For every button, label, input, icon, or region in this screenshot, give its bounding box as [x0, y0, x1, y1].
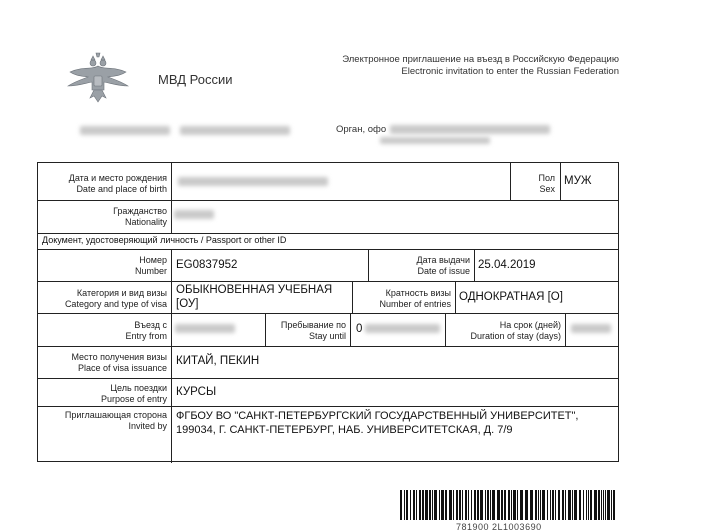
sex-label-en: Sex: [539, 184, 555, 194]
barcode-bar: [416, 490, 417, 520]
category-value-line2: [ОУ]: [176, 298, 199, 310]
visa-form: [37, 162, 619, 462]
inviting-label: [38, 410, 167, 432]
barcode-bar: [477, 490, 479, 520]
barcode-bar: [594, 490, 597, 520]
ministry-name: МВД России: [158, 72, 233, 87]
barcode-bar: [517, 490, 518, 520]
redacted-text: [390, 125, 550, 134]
barcode-bar: [429, 490, 431, 520]
number-value: EG0837952: [176, 259, 238, 271]
barcode: [400, 490, 618, 520]
category-value-line1: ОБЫКНОВЕННАЯ УЧЕБНАЯ: [176, 284, 333, 296]
issuance-label: [38, 352, 167, 374]
barcode-bar: [513, 490, 516, 520]
barcode-bar: [590, 490, 592, 520]
barcode-bar: [542, 490, 545, 520]
barcode-bar: [404, 490, 405, 520]
barcode-bar: [465, 490, 467, 520]
barcode-bar: [525, 490, 528, 520]
citizenship-label-en: Nationality: [124, 217, 167, 227]
issue-label-ru: Дата выдачи: [416, 255, 470, 265]
barcode-bar: [434, 490, 437, 520]
stay-until-value-start: 0: [356, 323, 363, 335]
barcode-bar: [425, 490, 428, 520]
stay-until-label: [265, 320, 346, 342]
barcode-number: 781900 2L1003690: [456, 522, 542, 532]
barcode-bar: [586, 490, 587, 520]
invitation-title-en: Electronic invitation to enter the Russian Federation: [401, 66, 619, 77]
barcode-bar: [487, 490, 489, 520]
number-label: [38, 255, 167, 277]
inviting-label-ru: Приглашающая сторона: [64, 410, 167, 420]
purpose-label-ru: Цель поездки: [110, 383, 167, 393]
category-label: [38, 288, 167, 310]
barcode-bar: [530, 490, 533, 520]
issuance-label-ru: Место получения визы: [71, 352, 167, 362]
stay-until-label-en: Stay until: [308, 331, 346, 341]
barcode-bar: [574, 490, 577, 520]
barcode-bar: [565, 490, 566, 520]
entries-label: [352, 288, 451, 310]
barcode-bar: [555, 490, 556, 520]
barcode-bar: [480, 490, 483, 520]
barcode-bar: [449, 490, 452, 520]
barcode-bar: [492, 490, 495, 520]
barcode-bar: [540, 490, 541, 520]
sex-label-ru: Пол: [538, 173, 555, 183]
double-headed-eagle-emblem-icon: [62, 52, 134, 108]
barcode-bar: [485, 490, 486, 520]
issue-label-en: Date of issue: [417, 266, 470, 276]
barcode-bar: [538, 490, 539, 520]
barcode-bar: [453, 490, 454, 520]
barcode-bar: [508, 490, 510, 520]
category-label-en: Category and type of visa: [64, 299, 167, 309]
document-label: Документ, удостоверяющий личность / Passport or other ID: [42, 235, 287, 245]
purpose-label: [38, 383, 167, 405]
stay-until-label-ru: Пребывание по: [280, 320, 346, 330]
barcode-bar: [501, 490, 503, 520]
barcode-bar: [572, 490, 573, 520]
dob-label: [38, 173, 167, 195]
entry-from-label-ru: Въезд с: [134, 320, 167, 330]
dob-label-en: Date and place of birth: [76, 184, 167, 194]
organ-label: Орган, офо: [336, 124, 387, 135]
barcode-bar: [613, 490, 615, 520]
issuance-label-en: Place of visa issuance: [77, 363, 167, 373]
barcode-bar: [504, 490, 506, 520]
barcode-bar: [439, 490, 440, 520]
barcode-bar: [490, 490, 491, 520]
citizenship-label: [38, 206, 167, 228]
barcode-bar: [558, 490, 560, 520]
barcode-bar: [579, 490, 581, 520]
barcode-bar: [441, 490, 444, 520]
number-label-ru: Номер: [139, 255, 167, 265]
barcode-bar: [471, 490, 472, 520]
entries-label-en: Number of entries: [379, 299, 451, 309]
barcode-bar: [419, 490, 421, 520]
barcode-bar: [550, 490, 551, 520]
barcode-bar: [400, 490, 402, 520]
number-label-en: Number: [134, 266, 167, 276]
barcode-bar: [462, 490, 463, 520]
barcode-bar: [511, 490, 512, 520]
sex-label: [510, 173, 555, 195]
duration-label-ru: На срок (дней): [499, 320, 561, 330]
barcode-bar: [413, 490, 415, 520]
barcode-bar: [456, 490, 458, 520]
barcode-bar: [406, 490, 408, 520]
dob-value-redacted: [178, 177, 328, 186]
invitation-title-ru: Электронное приглашение на въезд в Российскую Федерацию: [342, 54, 619, 65]
barcode-bar: [410, 490, 411, 520]
redacted-text: [180, 126, 290, 135]
barcode-bar: [520, 490, 523, 520]
invitation-title: [342, 54, 619, 78]
duration-label-en: Duration of stay (days): [470, 331, 561, 341]
barcode-bar: [445, 490, 447, 520]
barcode-bar: [601, 490, 602, 520]
barcode-bar: [598, 490, 600, 520]
entries-label-ru: Кратность визы: [385, 288, 451, 298]
entry-from-label-en: Entry from: [125, 331, 167, 341]
barcode-bar: [547, 490, 548, 520]
barcode-bar: [583, 490, 584, 520]
barcode-bar: [568, 490, 571, 520]
barcode-bar: [468, 490, 469, 520]
purpose-value: КУРСЫ: [176, 386, 217, 398]
barcode-bar: [588, 490, 589, 520]
barcode-bar: [459, 490, 461, 520]
barcode-bar: [497, 490, 500, 520]
barcode-bar: [607, 490, 610, 520]
barcode-bar: [605, 490, 606, 520]
sex-value: МУЖ: [564, 175, 592, 187]
duration-label: [445, 320, 561, 342]
barcode-bar: [603, 490, 604, 520]
category-value: [176, 283, 332, 311]
barcode-bar: [422, 490, 424, 520]
entry-from-value-redacted: [175, 324, 235, 333]
entry-from-label: [38, 320, 167, 342]
issue-label: [368, 255, 470, 277]
barcode-bar: [432, 490, 433, 520]
redacted-text: [380, 137, 490, 144]
citizenship-value-redacted: [174, 210, 214, 219]
entries-value: ОДНОКРАТНАЯ [О]: [459, 291, 563, 303]
barcode-bar: [611, 490, 612, 520]
redacted-text: [80, 126, 170, 135]
purpose-label-en: Purpose of entry: [100, 394, 167, 404]
stay-until-value-redacted: [365, 324, 440, 333]
category-label-ru: Категория и вид визы: [76, 288, 167, 298]
barcode-bar: [535, 490, 537, 520]
citizenship-label-ru: Гражданство: [113, 206, 167, 216]
duration-value-redacted: [571, 324, 611, 333]
barcode-bar: [552, 490, 554, 520]
dob-label-ru: Дата и место рождения: [68, 173, 167, 183]
inviting-value: ФГБОУ ВО "САНКТ-ПЕТЕРБУРГСКИЙ ГОСУДАРСТВЕННЫЙ УНИВЕРСИТЕТ", 199034, Г. САНКТ-ПЕТЕРБУРГ, НАБ. УНИВЕРСИТЕТСКАЯ, Д. 7/9: [176, 410, 579, 436]
barcode-bar: [474, 490, 476, 520]
barcode-bar: [562, 490, 564, 520]
issue-value: 25.04.2019: [478, 259, 536, 271]
inviting-label-en: Invited by: [128, 421, 167, 431]
issuance-value: КИТАЙ, ПЕКИН: [176, 355, 260, 367]
